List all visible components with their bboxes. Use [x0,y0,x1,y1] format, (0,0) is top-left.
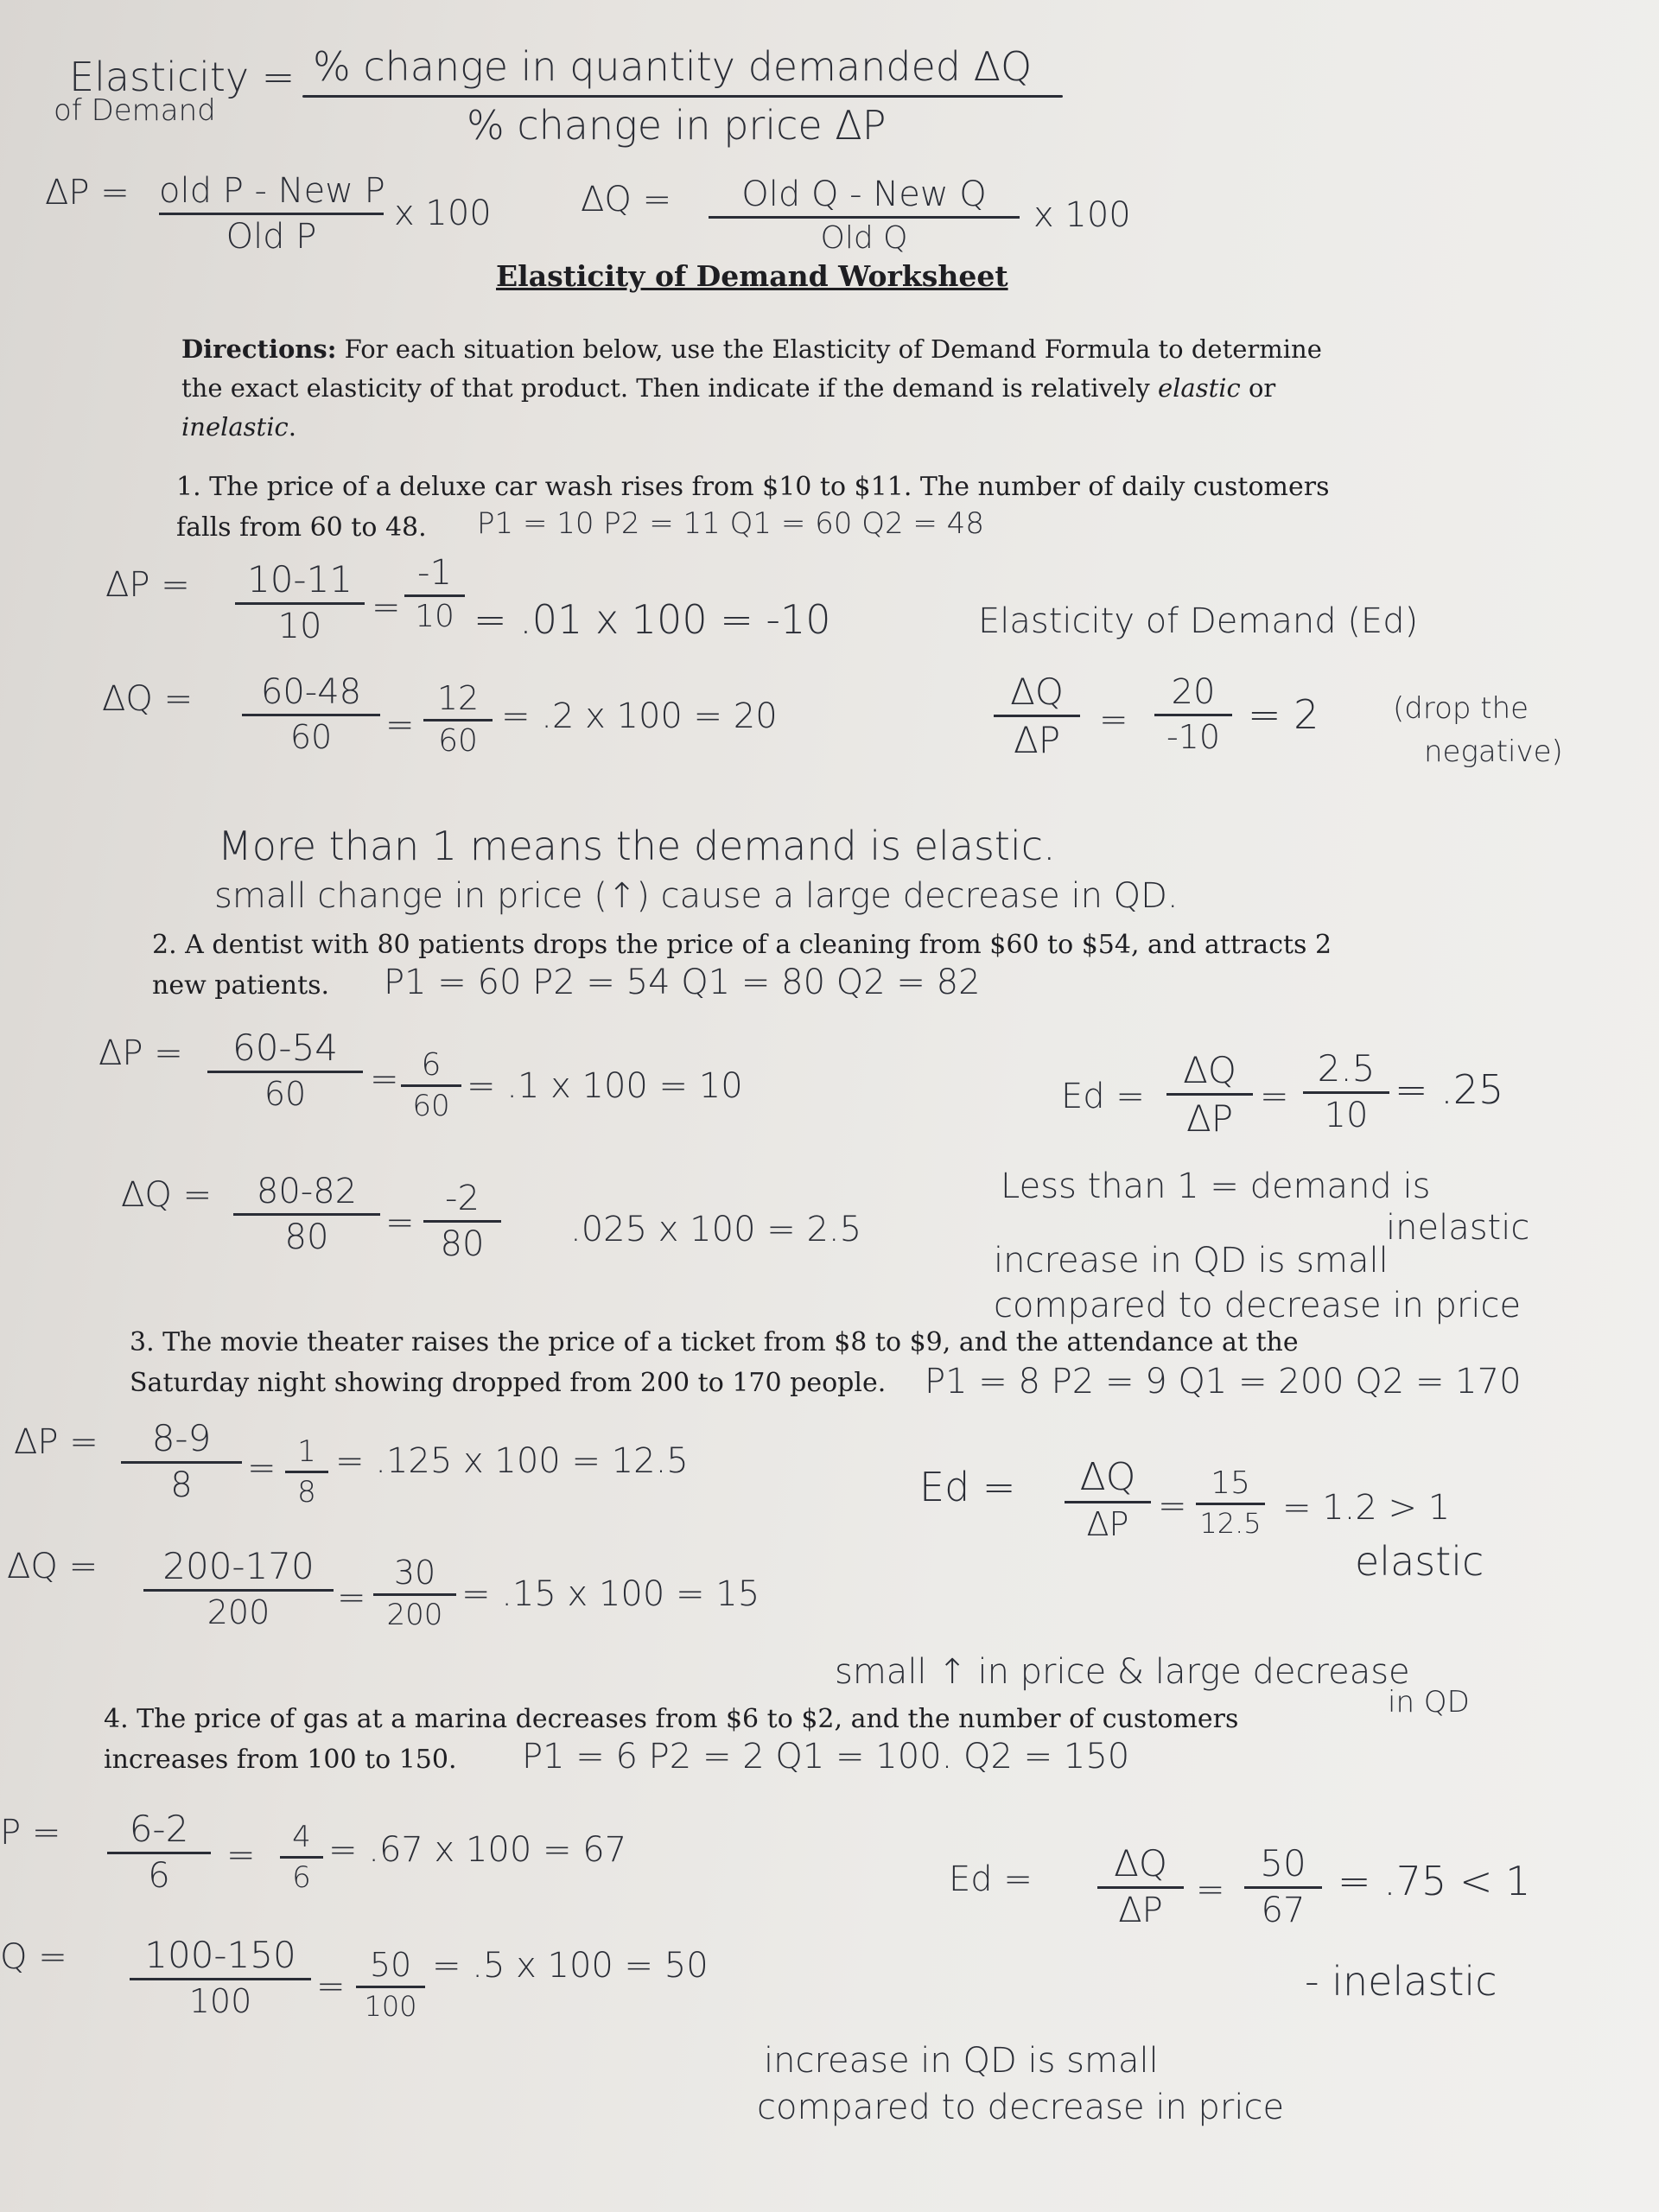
q3-dp-fraction [121,1417,242,1505]
q1-dp-f2-numerator: -1 [417,553,452,593]
q1-dq-lhs: ΔQ = [102,679,194,719]
fraction-bar [423,1220,501,1223]
q2-dq-f2-numerator: -2 [445,1179,480,1218]
q3-dq-f2-denominator: 200 [386,1598,443,1632]
q3-ed-result: = 1.2 > 1 [1282,1488,1451,1528]
fraction-bar [1065,1501,1151,1503]
fraction-bar [233,1213,380,1216]
q2-conclusion-3: increase in QD is small [994,1241,1389,1281]
header-formula-numerator: % change in quantity demanded ΔQ [313,43,1033,90]
header-formula-bar [302,95,1063,98]
q3-ed-denominator: ΔP [1086,1505,1129,1543]
q4-dq-fraction [130,1934,311,2020]
fraction-bar [285,1471,328,1473]
fraction-bar [159,213,384,215]
q2-dp-f2-numerator: 6 [421,1047,442,1083]
fraction-bar [1196,1503,1265,1505]
q1-dp-lhs: ΔP = [105,565,190,605]
question-4-line-2: increases from 100 to 150. [104,1745,457,1775]
q2-conclusion-1: Less than 1 = demand is [1001,1166,1431,1206]
q2-ed-denominator: ΔP [1185,1097,1234,1140]
q1-dp-f2-denominator: 10 [415,599,454,634]
q2-ed-numerator: ΔQ [1183,1049,1236,1091]
q2-dq-f2-denominator: 80 [440,1224,485,1264]
q2-dp-fraction [207,1027,363,1113]
header-dq-fraction [709,175,1020,256]
q2-dq-fraction-2 [423,1179,501,1264]
q4-dp-eq: = [226,1835,256,1875]
question-3-line-1: 3. The movie theater raises the price of a ticket from $8 to $9, and the attendance at the [130,1327,1299,1357]
q4-conclusion-1: increase in QD is small [764,2041,1159,2081]
q3-dp-lhs: ΔP = [14,1422,99,1462]
fraction-bar [1154,714,1232,716]
fraction-bar [235,602,365,605]
q1-ed-denominator: ΔP [1013,719,1061,761]
q4-ed-formula [1097,1842,1184,1930]
question-2-line-1: 2. A dentist with 80 patients drops the price of a cleaning from $60 to $54, and attracts 2 [152,930,1332,960]
fraction-bar [121,1461,242,1464]
q3-dq-fraction [143,1545,334,1631]
fraction-bar [1097,1886,1184,1889]
q1-dq-f2-numerator: 12 [436,679,480,717]
q3-ed-eq: = [1158,1486,1187,1526]
q1-ed-title: Elasticity of Demand (Ed) [978,601,1419,641]
q1-ed-numerator: ΔQ [1010,671,1064,713]
q1-dq-fraction [242,672,380,756]
q2-ed-result: = .25 [1395,1066,1504,1113]
q2-dp-result: = .1 x 100 = 10 [467,1066,743,1106]
q2-ed-value-denominator: 10 [1324,1096,1369,1135]
header-of-demand-label: of Demand [54,93,216,128]
q4-ed-lhs: Ed = [949,1859,1033,1899]
header-dq-numerator: Old Q - New Q [741,175,987,214]
question-1-line-2: falls from 60 to 48. [176,512,427,543]
fraction-bar [207,1071,363,1073]
q3-ed-numerator: ΔQ [1079,1455,1136,1499]
q2-dp-lhs: ΔP = [99,1033,183,1073]
q4-ed-result: = .75 < 1 [1338,1858,1531,1904]
q2-dq-lhs: ΔQ = [121,1175,213,1215]
q3-dp-result: = .125 x 100 = 12.5 [335,1441,689,1481]
question-2-given: P1 = 60 P2 = 54 Q1 = 80 Q2 = 82 [384,963,981,1002]
q4-dp-f2-numerator: 4 [292,1820,311,1854]
fraction-bar [994,715,1080,717]
header-dp-fraction [159,171,384,257]
q4-ed-values [1244,1842,1322,1930]
q4-dp-f2-denominator: 6 [292,1860,311,1895]
directions-text: For each situation below, use the Elasticity of Demand Formula to determine the exact elasticity of that product. Then indicate if the demand is relatively [181,334,1322,403]
header-elasticity-label: Elasticity = [69,54,296,100]
q4-dq-f2-numerator: 50 [369,1946,412,1984]
directions-elastic: elastic [1157,373,1241,403]
q1-ed-formula [994,671,1080,761]
q3-ed-word: elastic [1355,1538,1484,1585]
fraction-bar [130,1978,311,1980]
q3-dp-denominator: 8 [170,1465,193,1505]
q3-dq-result: = .15 x 100 = 15 [461,1574,760,1614]
q4-ed-value-numerator: 50 [1260,1842,1306,1885]
q3-ed-value-numerator: 15 [1211,1465,1250,1501]
q4-dq-f2-denominator: 100 [364,1990,417,2023]
fraction-bar [373,1593,456,1596]
q4-dp-fraction [107,1808,211,1896]
q4-dp-lhs: P = [0,1813,61,1853]
q4-dq-denominator: 100 [188,1982,252,2020]
q3-dq-fraction-2 [373,1554,456,1632]
q2-ed-lhs: Ed = [1061,1077,1145,1116]
q1-ed-value-denominator: -10 [1166,718,1221,756]
directions-label: Directions: [181,334,337,364]
q3-ed-value-denominator: 12.5 [1199,1507,1262,1540]
q2-dp-eq: = [370,1059,399,1099]
q1-conclusion-1: More than 1 means the demand is elastic. [218,823,1056,869]
q2-conclusion-4: compared to decrease in price [994,1286,1522,1325]
fraction-bar [242,714,380,716]
header-dp-denominator: Old P [226,217,317,257]
header-dp-lhs: ΔP = [45,173,130,213]
q3-dq-lhs: ΔQ = [7,1547,99,1586]
q2-dp-numerator: 60-54 [232,1027,339,1069]
q2-dq-fraction [233,1172,380,1257]
q4-dq-numerator: 100-150 [144,1934,296,1976]
question-3-line-2: Saturday night showing dropped from 200 to 170 people. [130,1368,887,1398]
q3-dp-eq: = [247,1448,276,1488]
q4-dq-fraction-2 [356,1946,425,2023]
q1-dp-fraction [235,558,365,646]
q4-dp-numerator: 6-2 [129,1808,189,1850]
q2-ed-formula [1166,1049,1253,1140]
q3-dp-f2-denominator: 8 [297,1475,316,1510]
question-4-line-1: 4. The price of gas at a marina decreases from $6 to $2, and the number of customers [104,1704,1239,1734]
fraction-bar [356,1986,425,1988]
q2-dp-fraction-2 [401,1047,461,1123]
question-1-line-1: 1. The price of a deluxe car wash rises from $10 to $11. The number of daily customers [176,472,1330,502]
q1-ed-result: = 2 [1248,691,1319,738]
fraction-bar [423,719,493,721]
question-1-given: P1 = 10 P2 = 11 Q1 = 60 Q2 = 48 [477,506,984,541]
header-dq-lhs: ΔQ = [581,180,672,219]
q1-dq-numerator: 60-48 [260,672,362,712]
q3-conclusion-1: small ↑ in price & large decrease [835,1652,1410,1692]
q3-ed-lhs: Ed = [919,1464,1016,1510]
q3-dp-fraction-2 [285,1434,328,1510]
q2-conclusion-2: inelastic [1386,1208,1530,1248]
q4-dq-result: = .5 x 100 = 50 [432,1946,709,1986]
q4-ed-eq: = [1196,1870,1225,1910]
q1-dp-denominator: 10 [277,607,322,646]
q4-ed-numerator: ΔQ [1114,1842,1167,1885]
q1-ed-eq: = [1099,700,1128,740]
q2-dq-eq: = [385,1203,415,1243]
q2-ed-eq: = [1260,1077,1289,1116]
q1-dq-fraction-2 [423,679,493,759]
fraction-bar [404,594,465,597]
q4-dp-fraction-2 [280,1820,323,1895]
fraction-bar [143,1589,334,1592]
q4-conclusion-2: compared to decrease in price [757,2088,1285,2127]
header-dq-denominator: Old Q [820,220,908,256]
fraction-bar [1166,1093,1253,1096]
q2-dq-numerator: 80-82 [256,1172,358,1211]
q2-dq-result: .025 x 100 = 2.5 [570,1210,862,1249]
q2-dp-f2-denominator: 60 [412,1089,450,1123]
q1-ed-values [1154,672,1232,756]
q2-dq-denominator: 80 [284,1217,329,1257]
q4-ed-denominator: ΔP [1118,1891,1163,1930]
question-3-given: P1 = 8 P2 = 9 Q1 = 200 Q2 = 170 [925,1362,1522,1402]
fraction-bar [280,1856,323,1859]
q4-dq-eq: = [316,1967,346,2006]
directions [181,330,1322,447]
q4-dq-lhs: Q = [0,1937,67,1977]
fraction-bar [107,1852,211,1854]
q2-dp-denominator: 60 [264,1075,307,1113]
worksheet-title: Elasticity of Demand Worksheet [496,259,1008,293]
q4-dp-result: = .67 x 100 = 67 [328,1830,627,1870]
directions-inelastic: inelastic [181,412,289,442]
q3-dp-numerator: 8-9 [151,1417,212,1459]
q4-ed-word: - inelastic [1305,1958,1497,2005]
q2-ed-value-numerator: 2.5 [1317,1047,1376,1090]
q3-dp-f2-numerator: 1 [297,1434,316,1469]
q3-ed-formula [1065,1455,1151,1543]
q1-dp-eq: = [372,588,401,627]
q3-dq-f2-numerator: 30 [393,1554,436,1592]
q3-ed-values [1196,1465,1265,1540]
q4-ed-value-denominator: 67 [1261,1891,1306,1930]
header-dp-numerator: old P - New P [159,171,385,211]
header-formula-denominator: % change in price ΔP [467,102,887,149]
q4-dp-denominator: 6 [148,1856,170,1896]
directions-end: . [288,412,296,442]
fraction-bar [709,216,1020,219]
q1-ed-note-2: negative) [1424,734,1563,769]
q3-dq-numerator: 200-170 [162,1545,315,1587]
question-4-given: P1 = 6 P2 = 2 Q1 = 100. Q2 = 150 [522,1737,1130,1777]
fraction-bar [401,1084,461,1087]
q1-dq-eq: = [385,705,415,745]
q1-ed-note-1: (drop the [1393,691,1529,726]
q1-dp-fraction-2 [404,553,465,634]
q3-conclusion-2: in QD [1388,1685,1470,1719]
q1-dq-denominator: 60 [289,718,333,756]
fraction-bar [1244,1886,1322,1889]
fraction-bar [1303,1091,1389,1094]
q1-dq-result: = .2 x 100 = 20 [501,696,778,736]
q1-dp-numerator: 10-11 [246,558,353,601]
q1-dq-f2-denominator: 60 [438,723,478,759]
q1-ed-value-numerator: 20 [1171,672,1216,712]
q2-ed-values [1303,1047,1389,1135]
q1-dp-result: = .01 x 100 = -10 [474,596,831,643]
question-2-line-2: new patients. [152,970,330,1001]
q3-dq-eq: = [337,1578,366,1618]
header-dp-times: x 100 [394,194,492,233]
q1-conclusion-2: small change in price (↑) cause a large decrease in QD. [214,876,1179,916]
directions-or: or [1240,373,1276,403]
q3-dq-denominator: 200 [207,1593,270,1631]
header-dq-times: x 100 [1033,195,1131,235]
